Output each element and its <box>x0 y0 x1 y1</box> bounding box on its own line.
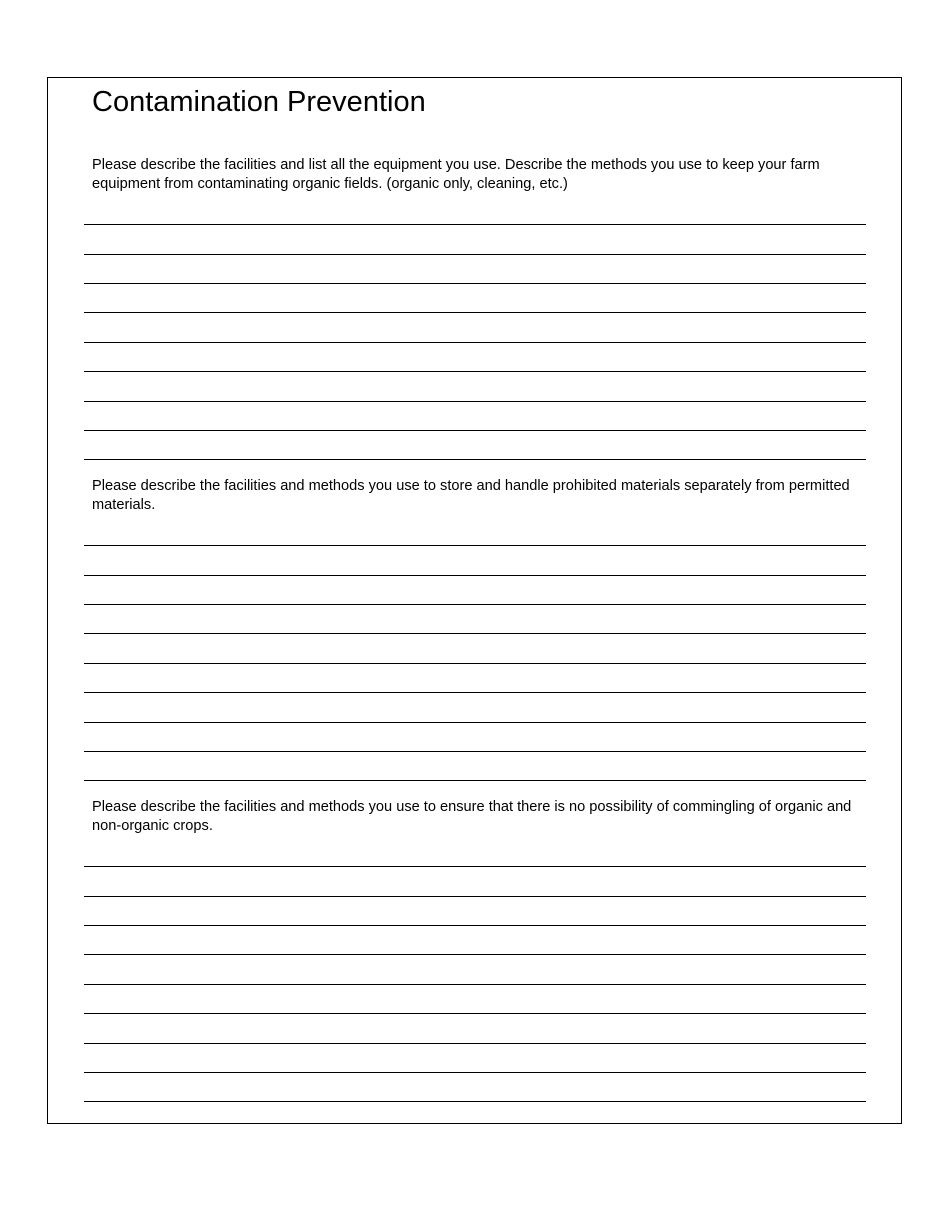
section-2-answer-line[interactable] <box>84 604 866 605</box>
section-1-answer-line[interactable] <box>84 312 866 313</box>
section-2-answer-line[interactable] <box>84 780 866 781</box>
section-1-answer-line[interactable] <box>84 430 866 431</box>
section-1-answer-line[interactable] <box>84 401 866 402</box>
section-3-answer-line[interactable] <box>84 1072 866 1073</box>
section-2-answer-line[interactable] <box>84 545 866 546</box>
section-1-answer-line[interactable] <box>84 342 866 343</box>
section-2-answer-line[interactable] <box>84 633 866 634</box>
section-1-answer-line[interactable] <box>84 283 866 284</box>
section-2-answer-line[interactable] <box>84 663 866 664</box>
section-3-answer-line[interactable] <box>84 1043 866 1044</box>
section-1-answer-line[interactable] <box>84 459 866 460</box>
section-3-answer-line[interactable] <box>84 1013 866 1014</box>
section-1-answer-line[interactable] <box>84 371 866 372</box>
section-1-answer-line[interactable] <box>84 254 866 255</box>
form-frame <box>47 77 902 1124</box>
section-2-prompt: Please describe the facilities and methods you use to store and handle prohibited materials separately from permitted materials. <box>92 478 850 513</box>
section-2-answer-line[interactable] <box>84 575 866 576</box>
section-3-answer-line[interactable] <box>84 984 866 985</box>
section-2-answer-line[interactable] <box>84 692 866 693</box>
page-title: Contamination Prevention <box>92 86 426 118</box>
section-2-answer-line[interactable] <box>84 751 866 752</box>
section-1-prompt: Please describe the facilities and list all the equipment you use. Describe the methods you use to keep your farm equipment from contaminating organic fields. (organic only, cleaning, etc.) <box>92 157 820 192</box>
section-3-answer-line[interactable] <box>84 896 866 897</box>
section-3-answer-line[interactable] <box>84 925 866 926</box>
section-3-answer-line[interactable] <box>84 866 866 867</box>
section-3-answer-line[interactable] <box>84 954 866 955</box>
section-1-answer-line[interactable] <box>84 224 866 225</box>
section-3-prompt: Please describe the facilities and methods you use to ensure that there is no possibility of commingling of organic and non-organic crops. <box>92 799 852 834</box>
section-3-answer-line[interactable] <box>84 1101 866 1102</box>
section-2-answer-line[interactable] <box>84 722 866 723</box>
